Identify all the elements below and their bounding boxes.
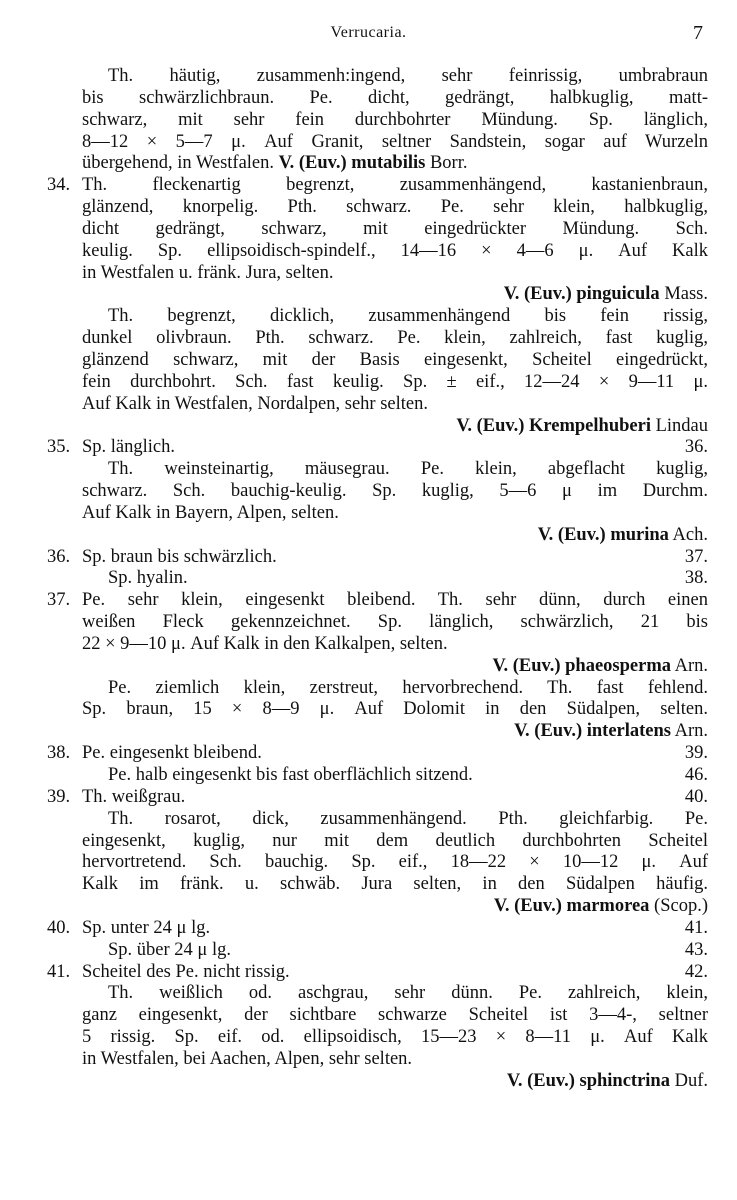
line-text: in Westfalen, bei Aachen, Alpen, sehr selten. <box>82 1048 413 1069</box>
line-text: Th. fleckenartig begrenzt, zusammenhängend, kastanienbraun, <box>82 175 708 196</box>
species-name: V. (Euv.) Krempelhuberi <box>456 415 651 436</box>
text-line <box>82 874 708 896</box>
lead-reference: 40. <box>684 786 708 807</box>
couplet-number: 40. <box>47 917 71 938</box>
text-line <box>47 961 708 984</box>
couplet-number: 36. <box>47 546 71 567</box>
line-text: weißen Fleck gekennzeichnet. Sp. länglich, schwärzlich, 21 bis <box>82 612 708 633</box>
text-line <box>82 263 708 285</box>
line-text: Sp. braun, 15 × 8—9 μ. Auf Dolomit in den Südalpen, selten. <box>82 699 708 720</box>
species-name-line <box>82 896 708 918</box>
line-text: Auf Kalk in Westfalen, Nordalpen, sehr selten. <box>82 393 428 414</box>
line-text: glänzend, knorpelig. Pth. schwarz. Pe. sehr klein, halbkuglig, <box>82 197 708 218</box>
species-author: Arn. <box>671 721 708 742</box>
line-text: Pe. ziemlich klein, zerstreut, hervorbrechend. Th. fast fehlend. <box>108 677 708 698</box>
species-name: V. (Euv.) pinguicula <box>503 284 660 305</box>
text-line <box>82 503 708 525</box>
line-text: in Westfalen u. fränk. Jura, selten. <box>82 262 334 283</box>
line-text: fein durchbohrt. Sch. fast keulig. Sp. ± eif., 12—24 × 9—11 μ. <box>82 371 708 392</box>
text-line <box>82 765 708 787</box>
line-text: hervortretend. Sch. bauchig. Sp. eif., 18—22 × 10—12 μ. Auf <box>82 852 708 873</box>
couplet-number: 35. <box>47 437 71 458</box>
text-line <box>82 306 708 328</box>
key-text-block <box>47 66 708 1093</box>
line-text: bis schwärzlichbraun. Pe. dicht, gedrängt, halbkuglig, matt- <box>82 87 708 108</box>
text-line <box>82 459 708 481</box>
lead-reference: 43. <box>684 939 708 960</box>
text-line <box>82 66 708 88</box>
text-line <box>82 678 708 700</box>
lead-reference: 38. <box>684 568 708 589</box>
line-text: Sp. unter 24 μ lg. <box>82 917 211 938</box>
species-name-line <box>82 721 708 743</box>
species-name-line <box>82 1071 708 1093</box>
lead-reference: 41. <box>684 917 708 938</box>
species-author: Mass. <box>659 284 708 305</box>
species-name-line <box>82 284 708 306</box>
text-line <box>82 197 708 219</box>
lead-reference: 37. <box>684 546 708 567</box>
couplet-number: 34. <box>47 175 71 196</box>
text-line <box>82 852 708 874</box>
text-line <box>47 437 708 459</box>
text-line <box>47 786 708 809</box>
line-text: 8—12 × 5—7 μ. Auf Granit, seltner Sandstein, sogar auf Wurzeln <box>82 131 708 152</box>
species-name: V. (Euv.) murina <box>537 524 669 545</box>
species-author: Lindau <box>650 415 708 436</box>
text-line <box>82 568 708 590</box>
couplet-number: 41. <box>47 961 71 982</box>
species-name: V. (Euv.) mutabilis <box>278 153 426 174</box>
lead-reference: 39. <box>684 743 708 764</box>
species-name-line <box>82 416 708 438</box>
text-line <box>82 328 708 350</box>
line-text: schwarz, mit sehr fein durchbohrter Mündung. Sp. länglich, <box>82 109 708 130</box>
line-text: eingesenkt, kuglig, nur mit dem deutlich durchbohrten Scheitel <box>82 830 708 851</box>
species-author: Ach. <box>668 524 708 545</box>
line-text: Scheitel des Pe. nicht rissig. <box>82 961 290 982</box>
text-line <box>82 1027 708 1049</box>
line-text: Th. weinsteinartig, mäusegrau. Pe. klein, abgeflacht kuglig, <box>108 459 708 480</box>
line-text: Sp. länglich. <box>82 437 176 458</box>
text-line <box>82 1005 708 1027</box>
line-text: Sp. über 24 μ lg. <box>108 939 231 960</box>
text-line <box>82 831 708 853</box>
species-name-line <box>82 525 708 547</box>
species-name-line <box>82 656 708 678</box>
line-text: Pe. eingesenkt bleibend. <box>82 743 262 764</box>
text-line <box>47 743 708 765</box>
page-number: 7 <box>693 22 703 44</box>
text-line <box>82 110 708 132</box>
line-text: Th. rosarot, dick, zusammenhängend. Pth. gleichfarbig. Pe. <box>108 808 708 829</box>
line-text: Kalk im fränk. u. schwäb. Jura selten, in den Südalpen häufig. <box>82 874 708 895</box>
text-line <box>82 699 708 721</box>
text-line <box>82 394 708 416</box>
text-line <box>47 546 708 569</box>
text-line <box>82 481 708 503</box>
species-name: V. (Euv.) phaeosperma <box>492 655 671 676</box>
lead-reference: 36. <box>684 437 708 458</box>
text-line <box>47 590 708 612</box>
couplet-number: 37. <box>47 590 71 611</box>
lead-reference: 42. <box>684 961 708 982</box>
line-text: Auf Kalk in Bayern, Alpen, selten. <box>82 502 339 523</box>
line-text: übergehend, in Westfalen. <box>82 153 279 174</box>
line-text: dicht gedrängt, schwarz, mit eingedrückter Mündung. Sch. <box>82 218 708 239</box>
text-line <box>82 612 708 634</box>
text-line <box>82 983 708 1005</box>
text-line <box>82 350 708 372</box>
text-line <box>82 809 708 831</box>
lead-reference: 46. <box>684 765 708 785</box>
species-author: (Scop.) <box>649 896 708 917</box>
text-line <box>82 88 708 110</box>
text-line <box>82 241 708 263</box>
text-line <box>82 1049 708 1071</box>
text-line <box>47 917 708 940</box>
line-text: schwarz. Sch. bauchig-keulig. Sp. kuglig, 5—6 μ im Durchm. <box>82 481 708 502</box>
line-text: Pe. halb eingesenkt bis fast oberflächlich sitzend. <box>108 765 473 785</box>
running-head: Verrucaria. <box>330 24 407 41</box>
line-text: Th. begrenzt, dicklich, zusammenhängend bis fein rissig, <box>108 306 708 327</box>
line-text: 22 × 9—10 μ. Auf Kalk in den Kalkalpen, selten. <box>82 633 448 654</box>
line-text: 5 rissig. Sp. eif. od. ellipsoidisch, 15—23 × 8—11 μ. Auf Kalk <box>82 1027 708 1048</box>
species-name: V. (Euv.) interlatens <box>514 721 671 742</box>
species-author: Arn. <box>671 655 708 676</box>
line-text: Sp. hyalin. <box>108 568 188 589</box>
line-text: Th. weißlich od. aschgrau, sehr dünn. Pe. zahlreich, klein, <box>108 983 708 1004</box>
line-text: ganz eingesenkt, der sichtbare schwarze Scheitel ist 3—4-, seltner <box>82 1005 708 1026</box>
couplet-number: 39. <box>47 786 71 807</box>
text-line <box>82 153 708 175</box>
line-text: Sp. braun bis schwärzlich. <box>82 546 277 567</box>
species-name: V. (Euv.) sphinctrina <box>506 1070 670 1091</box>
line-text: Th. häutig, zusammenh:ingend, sehr feinrissig, umbrabraun <box>108 66 708 86</box>
species-author: Duf. <box>669 1070 708 1091</box>
text-line <box>82 219 708 241</box>
species-author: Borr. <box>425 153 468 174</box>
text-line <box>82 634 708 656</box>
line-text: Th. weißgrau. <box>82 786 186 807</box>
couplet-number: 38. <box>47 743 71 764</box>
text-line <box>82 940 708 962</box>
text-line <box>82 372 708 394</box>
line-text: dunkel olivbraun. Pth. schwarz. Pe. klein, zahlreich, fast kuglig, <box>82 328 708 349</box>
species-name: V. (Euv.) marmorea <box>493 896 650 917</box>
text-line <box>47 175 708 197</box>
line-text: keulig. Sp. ellipsoidisch-spindelf., 14—16 × 4—6 μ. Auf Kalk <box>82 240 708 261</box>
line-text: glänzend schwarz, mit der Basis eingesenkt, Scheitel eingedrückt, <box>82 349 708 370</box>
line-text: Pe. sehr klein, eingesenkt bleibend. Th. sehr dünn, durch einen <box>82 590 708 611</box>
text-line <box>82 132 708 154</box>
